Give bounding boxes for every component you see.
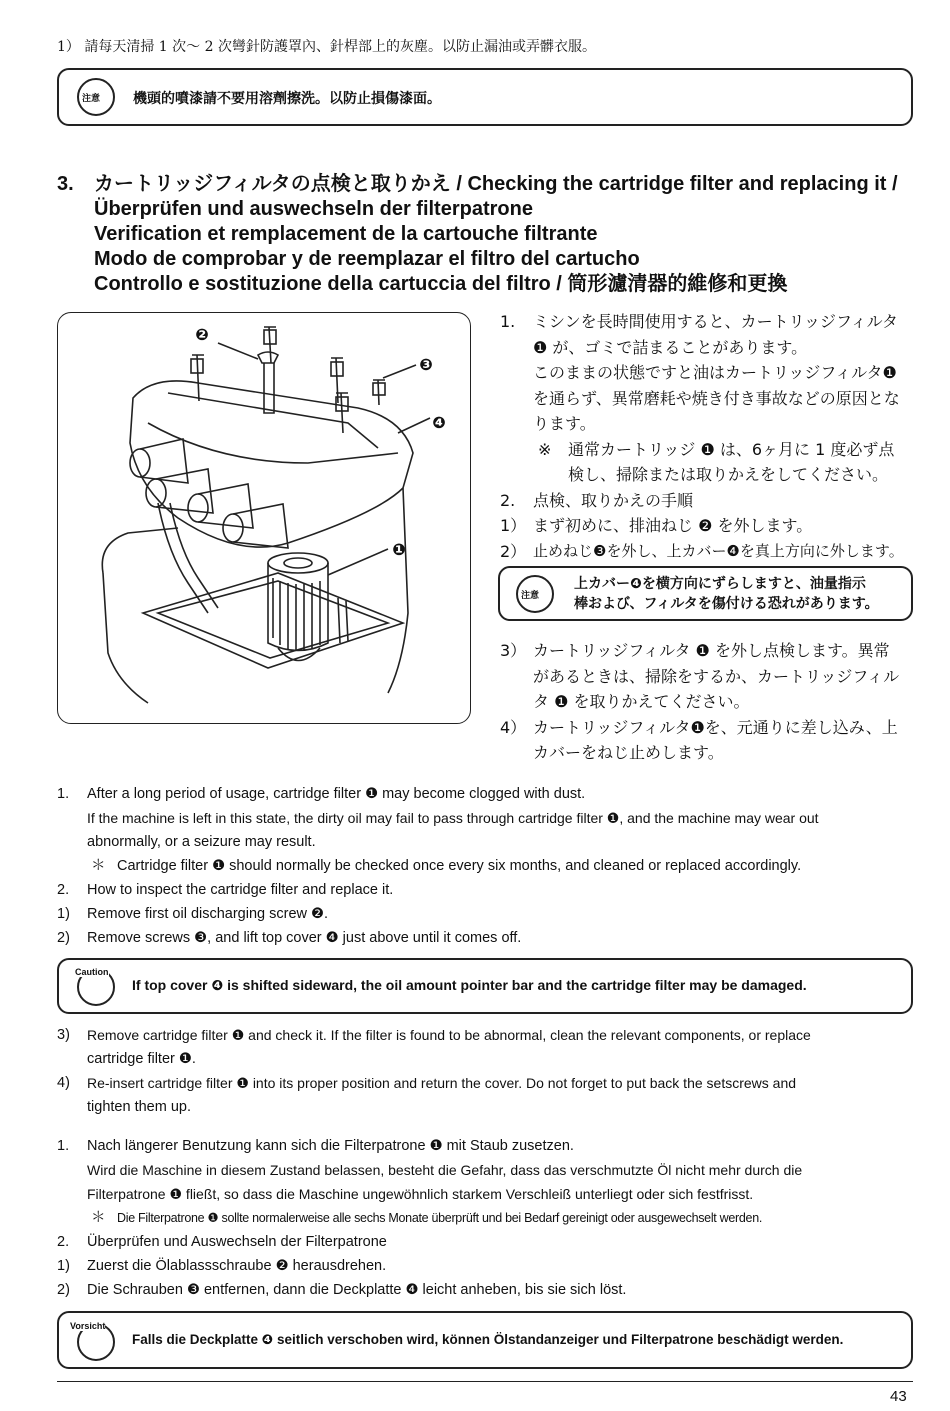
jp-line: カートリッジフィルタ ❶ を外し点検します。異常 [533, 641, 890, 660]
en-line: abnormally, or a seizure may result. [87, 834, 316, 850]
en-line: Remove cartridge filter ❶ and check it. If the filter is found to be abnormal, clean the relevant components, or replace [87, 1027, 811, 1043]
en-line: If the machine is left in this state, the dirty oil may fail to pass through cartridge filter ❶, and the machine may wear out [87, 810, 819, 826]
top-note: 1） 請每天清掃 1 次～ 2 次彎針防護罩內、針桿部上的灰塵。以防止漏油或弄髒衣服。 [57, 39, 596, 55]
en-line: How to inspect the cartridge filter and replace it. [87, 882, 394, 898]
jp-line: ❶ が、ゴミで詰まることがあります。 [533, 337, 808, 357]
jp-line: タ ❶ を取りかえてください。 [533, 692, 750, 711]
caution-box-german [57, 1311, 913, 1369]
caution-hand-icon [77, 968, 115, 1006]
de-line: Überprüfen und Auswechseln der Filterpatrone [87, 1234, 387, 1250]
jp-line: 通常カートリッジ ❶ は、6ヶ月に 1 度必ず点 [568, 439, 895, 459]
callout-3: ❸ [419, 354, 433, 374]
caution-text: Falls die Deckplatte ❹ seitlich verschoben wird, können Ölstandanzeiger und Filterpatrone beschädigt werden. [132, 1332, 844, 1347]
title-line-3: Verification et remplacement de la cartouche filtrante [94, 223, 598, 245]
japanese-instructions-continued: 3） カートリッジフィルタ ❶ を外し点検します。異常 があるときは、掃除をするか、カートリッジフィル タ ❶ を取りかえてください。 4） カートリッジフィルタ❶を、元通りに差し込み、上 カバーをねじ止めします。 [500, 638, 920, 766]
de-line: Zuerst die Ölablassschraube ❷ herausdrehen. [87, 1258, 387, 1274]
caution-box-chinese [57, 68, 913, 126]
de-line: Wird die Maschine in diesem Zustand belassen, besteht die Gefahr, dass das verschmutzte Öl nicht mehr durch die [87, 1162, 803, 1178]
german-instructions: 1. Nach längerer Benutzung kann sich die Filterpatrone ❶ mit Staub zusetzen. Wird die Maschine in diesem Zustand belassen, besteht die Gefahr, dass das verschmutzte Öl nicht mehr durch die Filterpatrone ❶ fließt, so dass die Maschine ungewöhnlich starkem Verschleiß unterliegt oder sich festfrisst. ＊ Die Filterpatrone ❶ sollte normalerweise alle sechs Monate überprüft und bei Bedarf gereinigt oder ausgewechselt werden. 2. Überprüfen und Auswechseln der Filterpatrone 1) Zuerst die Ölablassschraube ❷ herausdrehen. 2) Die Schrauben ❸ entfernen, dann die Deckplatte ❹ leicht anheben, bis sie sich löst. [57, 1134, 917, 1302]
cartridge-filter-illustration [57, 312, 471, 724]
machine-drawing [58, 313, 470, 723]
title-line-5: Controllo e sostituzione della cartuccia del filtro / 筒形濾清器的維修和更換 [94, 273, 788, 295]
footer-rule [57, 1381, 913, 1382]
title-line-2: Überprüfen und auswechseln der filterpatrone [94, 198, 533, 220]
en-line: Cartridge filter ❶ should normally be checked once every six months, and cleaned or replaced accordingly. [117, 858, 802, 874]
page-number: 43 [890, 1388, 907, 1405]
callout-2: ❷ [195, 324, 209, 344]
de-line: Nach längerer Benutzung kann sich die Filterpatrone ❶ mit Staub zusetzen. [87, 1138, 574, 1154]
english-instructions: 1. After a long period of usage, cartridge filter ❶ may become clogged with dust. If the machine is left in this state, the dirty oil may fail to pass through cartridge filter ❶, and the machine may wear out abnormally, or a seizure may result. ＊ Cartridge filter ❶ should normally be checked once every six months, and cleaned or replaced accordingly. 2. How to inspect the cartridge filter and replace it. 1) Remove first oil discharging screw ❷. 2) Remove screws ❸, and lift top cover ❹ just above until it comes off. [57, 782, 917, 950]
jp-line: カートリッジフィルタ❶を、元通りに差し込み、上 [533, 717, 898, 737]
caution-hand-icon [516, 575, 554, 613]
jp-line: があるときは、掃除をするか、カートリッジフィル [533, 666, 900, 686]
callout-1: ❶ [392, 539, 406, 559]
title-line-1: カートリッジフィルタの点検と取りかえ / Checking the cartridge filter and replacing it / [94, 173, 898, 195]
caution-text: If top cover ❹ is shifted sideward, the oil amount pointer bar and the cartridge filter may be damaged. [132, 977, 807, 993]
jp-line: 点検、取りかえの手順 [533, 490, 694, 510]
caution-box-english [57, 958, 913, 1014]
de-line: Die Schrauben ❸ entfernen, dann die Deckplatte ❹ leicht anheben, bis sie sich löst. [87, 1282, 627, 1298]
caution-icon-label: 注意 [521, 591, 540, 601]
jp-line: を通らず、異常磨耗や焼き付き事故などの原因とな [533, 388, 900, 408]
japanese-instructions: 1. ミシンを長時間使用すると、カートリッジフィルタ ❶ が、ゴミで詰まることがあります。 このままの状態ですと油はカートリッジフィルタ❶ を通らず、異常磨耗や焼き付き事故などの原因とな ります。 ※ 通常カートリッジ ❶ は、6ヶ月に 1 度必ず点 検し、掃除または取りかえをしてください。 2. 点検、取りかえの手順 1） まず初めに、排油ねじ ❷ を外します。 2） 止めねじ❸を外し、上カバー❹を真上方向に外します。 [500, 309, 920, 564]
english-instructions-continued: 3) Remove cartridge filter ❶ and check it. If the filter is found to be abnormal, clean the relevant components, or replace cartridge filter ❶. 4) Re-insert cartridge filter ❶ into its proper position and return the cover. Do not forget to put back the setscrews and tighten them up. [57, 1023, 917, 1119]
de-line: Die Filterpatrone ❶ sollte normalerweise alle sechs Monate überprüft und bei Bedarf gereinigt oder ausgewechselt werden. [117, 1211, 763, 1225]
section-number: 3. [57, 173, 74, 195]
caution-box-japanese [498, 566, 913, 621]
caution-icon-label: 注意 [82, 94, 101, 104]
jp-line: ります。 [533, 414, 596, 433]
en-line: After a long period of usage, cartridge filter ❶ may become clogged with dust. [87, 786, 586, 802]
en-line: Re-insert cartridge filter ❶ into its proper position and return the cover. Do not forget to put back the setscrews and [87, 1075, 797, 1091]
caution-hand-icon [70, 1321, 115, 1361]
title-line-4: Modo de comprobar y de reemplazar el filtro del cartucho [94, 248, 640, 270]
caution-icon-label: Vorsicht [70, 1321, 106, 1331]
jp-line: カバーをねじ止めします。 [533, 743, 724, 762]
de-line: Filterpatrone ❶ fließt, so dass die Maschine ungewöhnlich starkem Verschleiß unterliegt oder sich festfrisst. [87, 1186, 754, 1202]
en-line: cartridge filter ❶. [87, 1051, 196, 1067]
en-line: tighten them up. [87, 1099, 191, 1115]
jp-line: 止めねじ❸を外し、上カバー❹を真上方向に外します。 [533, 541, 904, 560]
section-title [57, 172, 898, 297]
caution-text: 上カバー❹を横方向にずらしますと、油量指示 棒および、フィルタを傷付ける恐れがあります。 [574, 576, 879, 612]
jp-line: ミシンを長時間使用すると、カートリッジフィルタ [533, 312, 899, 331]
jp-line: まず初めに、排油ねじ ❷ を外します。 [533, 516, 813, 535]
caution-hand-icon [77, 78, 115, 116]
en-line: Remove first oil discharging screw ❷. [87, 906, 329, 922]
jp-line: このままの状態ですと油はカートリッジフィルタ❶ [533, 363, 897, 382]
en-line: Remove screws ❸, and lift top cover ❹ just above until it comes off. [87, 930, 522, 946]
jp-line: 検し、掃除または取りかえをしてください。 [568, 465, 889, 484]
caution-icon-label: Caution [75, 967, 109, 977]
caution-text: 機頭的噴漆請不要用溶劑擦洗。以防止損傷漆面。 [133, 91, 441, 107]
callout-4: ❹ [432, 412, 446, 432]
